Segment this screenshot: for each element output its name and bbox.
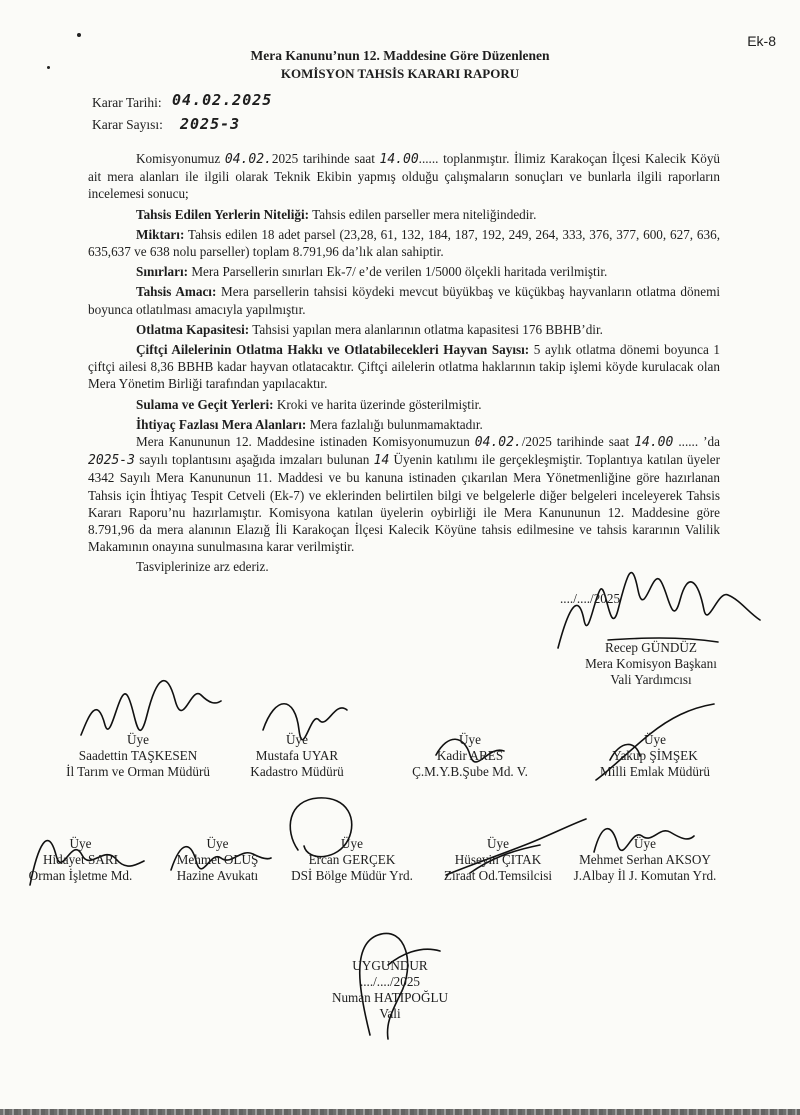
sinir-item xyxy=(88,263,720,280)
chair-subtitle: Vali Yardımcısı xyxy=(610,672,692,687)
ihtiyac-text: Mera fazlalığı bulunmamaktadır. xyxy=(306,416,483,432)
scan-speck xyxy=(77,33,81,37)
member-role: Üye xyxy=(459,732,481,747)
decision-date-value: 04.02.2025 xyxy=(172,91,273,109)
kapasite-text: Tahsisi yapılan mera alanlarının otlatma kapasitesi 176 BBHB’dir. xyxy=(249,321,603,337)
decision-text: sayılı toplantısını aşağıda imzaları bulunan xyxy=(134,452,374,468)
decision-text: ...... ’da xyxy=(673,434,720,450)
member-name: Saadettin TAŞKESEN xyxy=(78,748,198,763)
nitelik-text: Tahsis edilen parseller mera niteliğindedir. xyxy=(309,206,537,222)
decision-text: /2025 tarihinde saat xyxy=(521,434,635,450)
decision-text: Üyenin katılımı ile gerçekleşmiştir. Toplantıya katılan üyeler 4342 Sayılı Mera Kanununun 11. Maddesi ve bu kanuna istinaden çıkarılan Mera Yönetmenliğine göre hazırlanan Tahsis için İhtiyaç Tespit Cetveli (Ek-7) ve eklerinden belirtilen bilgi ve belgelerle diğer belgeleri inceleyerek Tahsis Kararı Raporu’nu hazırlamıştır. Komisyona katılan üyelerin oybirliği ile Mera Kanununun 12. Maddesine göre 8.791,96 da mera alanının Elazığ İli Karakoçan İlçesi Kalecik Köyüne tahsis edilmesine ve tahsis kararının Valilik Makamının onayına sunulmasına karar verilmiştir. xyxy=(88,452,720,555)
member-block-3 xyxy=(395,732,545,780)
member-title: Ç.M.Y.B.Şube Md. V. xyxy=(412,764,528,779)
otlatma-hakki-text: 5 aylık otlatma dönemi boyunca 1 çiftçi ailesi 8,36 BBHB kadar hayvan otlatacaktır. Çiftçi ailelerin otlatma haklarının takip işlemi köyde kurulacak olan Mera Yönetim Birliği tarafından yapılacaktır. xyxy=(88,342,720,392)
governor-title: Vali xyxy=(379,1006,401,1021)
member-block-4 xyxy=(580,732,730,780)
chair-name: Recep GÜNDÜZ xyxy=(605,640,697,655)
decision-date-label: Karar Tarihi: xyxy=(92,95,162,110)
member-block-2 xyxy=(232,732,362,780)
member-block-6 xyxy=(155,836,280,884)
member-name: Mehmet OLUŞ xyxy=(176,852,259,867)
member-title: Orman İşletme Md. xyxy=(28,868,133,883)
sulama-label: Sulama ve Geçit Yerleri: xyxy=(136,396,274,412)
header-line-1: Mera Kanunu’nun 12. Maddesine Göre Düzenlenen xyxy=(250,48,550,63)
member-name: Mehmet Serhan AKSOY xyxy=(579,852,711,867)
member-count-handwritten: 14 xyxy=(373,453,390,469)
closing-line: Tasviplerinize arz ederiz. xyxy=(136,559,269,575)
member-title: Kadastro Müdürü xyxy=(250,764,344,779)
chair-title: Mera Komisyon Başkanı xyxy=(585,656,717,671)
member-name: Kadir ARES xyxy=(436,748,504,763)
scan-edge xyxy=(0,1109,800,1115)
member-role: Üye xyxy=(634,836,656,851)
annex-label: Ek-8 xyxy=(747,33,776,49)
member-role: Üye xyxy=(644,732,666,747)
member-name: Hidayet SARI xyxy=(42,852,119,867)
miktar-item xyxy=(88,226,720,260)
approval-word: UYGUNDUR xyxy=(352,958,428,973)
sinir-label: Sınırları: xyxy=(136,264,189,280)
member-block-5 xyxy=(8,836,153,884)
miktar-label: Miktarı: xyxy=(136,226,185,242)
chair-block xyxy=(566,640,736,688)
member-name: Ercan GERÇEK xyxy=(308,852,396,867)
session-date-handwritten: 04.02. xyxy=(474,435,522,451)
member-role: Üye xyxy=(69,836,92,851)
amac-item xyxy=(88,283,720,317)
member-block-1 xyxy=(48,732,228,780)
miktar-text: Tahsis edilen 18 adet parsel (23,28, 61, 132, 184, 187, 192, 249, 264, 333, 376, 377, 600, 627, 636, 635,637 ve 638 nolu parseller) toplam 8.791,96 da’lık alan sahiptir. xyxy=(88,226,720,260)
member-role: Üye xyxy=(487,836,509,851)
nitelik-item xyxy=(88,206,720,223)
meeting-time-handwritten: 14.00 xyxy=(379,152,419,167)
member-title: DSİ Bölge Müdür Yrd. xyxy=(291,868,413,883)
amac-label: Tahsis Amacı: xyxy=(136,284,217,300)
member-block-8 xyxy=(428,836,568,884)
decision-number-value: 2025-3 xyxy=(180,115,241,133)
nitelik-label: Tahsis Edilen Yerlerin Niteliği: xyxy=(136,206,310,222)
member-title: J.Albay İl J. Komutan Yrd. xyxy=(573,868,717,883)
sulama-item xyxy=(88,396,720,413)
member-title: Hazine Avukatı xyxy=(176,868,259,883)
decision-text: Mera Kanununun 12. Maddesine istinaden Komisyonumuzun xyxy=(136,434,475,450)
decision-paragraph xyxy=(88,433,720,555)
kapasite-label: Otlatma Kapasitesi: xyxy=(136,321,250,337)
member-role: Üye xyxy=(341,836,363,851)
member-title: Ziraat Od.Temsilcisi xyxy=(443,868,553,883)
intro-text: Komisyonumuz xyxy=(136,151,225,166)
member-role: Üye xyxy=(206,836,229,851)
governor-name: Numan HATİPOĞLU xyxy=(331,990,449,1005)
otlatma-hakki-item xyxy=(88,341,720,393)
member-name: Mustafa UYAR xyxy=(255,748,339,763)
member-title: İl Tarım ve Orman Müdürü xyxy=(66,764,210,779)
member-role: Üye xyxy=(286,732,308,747)
ihtiyac-label: İhtiyaç Fazlası Mera Alanları: xyxy=(136,416,307,432)
meeting-date-handwritten: 04.02. xyxy=(224,152,272,167)
member-role: Üye xyxy=(127,732,149,747)
ihtiyac-item xyxy=(88,416,720,433)
member-name: Yakup ŞİMŞEK xyxy=(612,748,698,763)
intro-paragraph xyxy=(88,150,720,203)
session-number-handwritten: 2025-3 xyxy=(88,453,135,469)
member-name: Hüseyin ÇITAK xyxy=(454,852,542,867)
member-title: Milli Emlak Müdürü xyxy=(600,764,710,779)
intro-text: ...... toplanmıştır. İlimiz Karakoçan İlçesi Kalecik Köyü ait mera alanları ile ilgili olarak Teknik Ekibin yapmış olduğu çalışmaların sonuçları ve bunlarla ilgili raporların incelemesi sonucu; xyxy=(88,151,720,202)
intro-text: 2025 tarihinde saat xyxy=(271,151,380,166)
approval-date: ..../..../2025 xyxy=(359,974,421,989)
report-body xyxy=(88,150,720,576)
kapasite-item xyxy=(88,321,720,338)
chair-signature-date: ..../..../2025 xyxy=(560,591,621,606)
report-title: KOMİSYON TAHSİS KARARI RAPORU xyxy=(280,66,520,81)
otlatma-hakki-label: Çiftçi Ailelerinin Otlatma Hakkı ve Otlatabilecekleri Hayvan Sayısı: xyxy=(136,342,530,358)
sulama-text: Kroki ve harita üzerinde gösterilmiştir. xyxy=(273,396,482,412)
amac-text: Mera parsellerin tahsisi köydeki mevcut büyükbaş ve küçükbaş hayvanların otlatma dönemi boyunca otlatılması amacıyla yapılmıştır. xyxy=(88,284,720,317)
sinir-text: Mera Parsellerin sınırları Ek-7/ e’de verilen 1/5000 ölçekli haritada verilmiştir. xyxy=(188,264,608,280)
session-time-handwritten: 14.00 xyxy=(634,435,674,451)
member-block-7 xyxy=(282,836,422,884)
approval-block xyxy=(300,958,480,1022)
member-block-9 xyxy=(560,836,730,884)
decision-number-label: Karar Sayısı: xyxy=(92,117,163,132)
